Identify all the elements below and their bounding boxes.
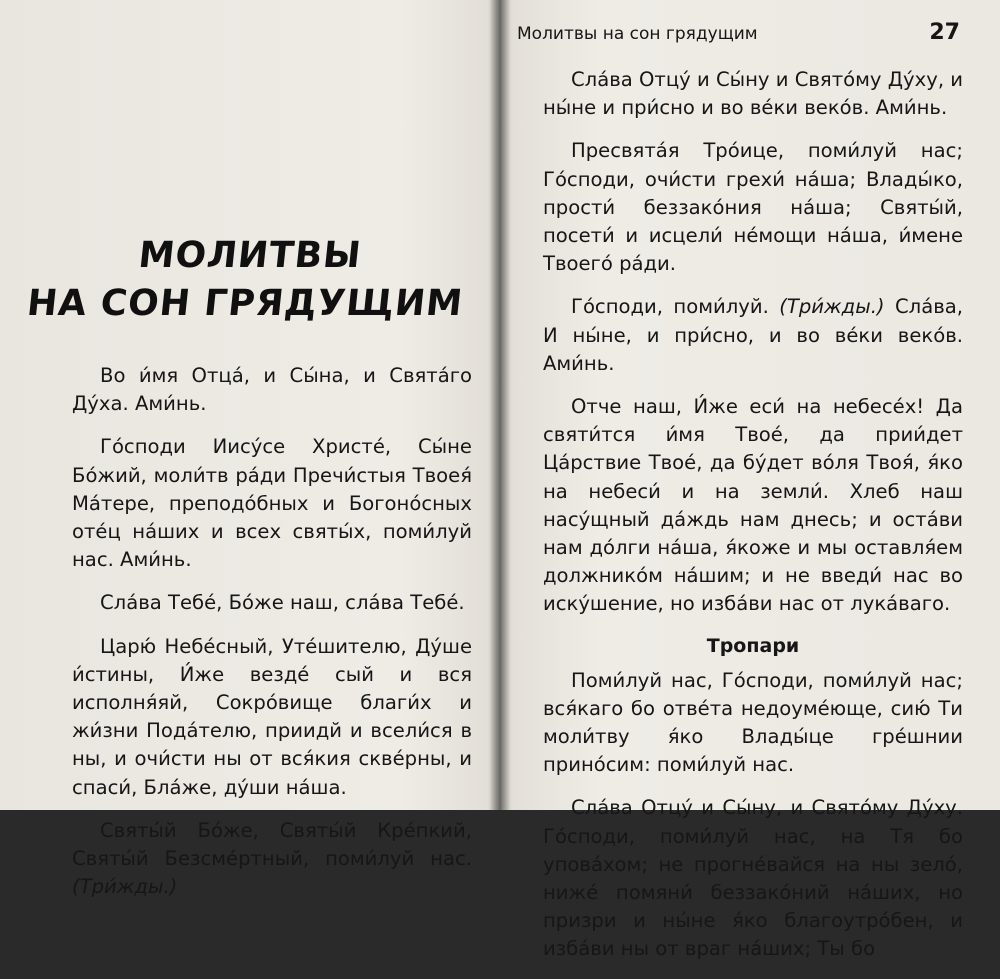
left-page-text <box>72 362 472 916</box>
prayer-paragraph: Сла́ва Отцу́ и Сы́ну и Свято́му Ду́ху, и ны́не и при́сно и во ве́ки веко́в. Ами́нь. <box>543 68 964 120</box>
running-header-title: Молитвы на сон грядущим <box>517 24 758 44</box>
prayer-text: Го́споди, поми́луй. <box>571 295 769 319</box>
show-through-text <box>60 14 480 222</box>
prayer-paragraph: Сла́ва Тебе́, Бо́же наш, сла́ва Тебе́. <box>100 591 465 615</box>
page-number: 27 <box>929 20 960 45</box>
title-line-2: НА СОН ГРЯДУЩИМ <box>25 283 466 324</box>
prayer-paragraph: Во и́мя Отца́, и Сы́на, и Свята́го Ду́ха. Ами́нь. <box>72 364 472 416</box>
prayer-paragraph: Пресвята́я Тро́ице, поми́луй нас; Го́споди, очи́сти грехи́ на́ша; Влады́ко, прости́ беззако́ния на́ша; Святы́й, посети́ и исцели́ не́мощи на́ша, и́мене Твоего́ ра́ди. <box>543 139 963 276</box>
rubric-thrice: (Три́жды.) <box>72 875 178 899</box>
prayer-text: Сла́ва, И ны́не, и при́сно, и во ве́ки веко́в. Ами́нь. <box>543 295 963 375</box>
show-through-header <box>70 14 490 34</box>
prayer-paragraph: Отче наш, И́же еси́ на небесе́х! Да святи́тся и́мя Твое́, да прии́дет Ца́рствие Твое́, да бу́дет во́ля Твоя́, я́ко на небеси́ и на земли́. Хлеб наш насу́щный да́ждь нам днесь; и оста́ви нам до́лги на́ша, я́коже и мы оставля́ем должнико́м на́шим; и не введи́ нас во иску́шение, но изба́ви нас от лука́ваго. <box>543 395 963 616</box>
section-heading: Тропари <box>706 634 800 657</box>
prayer-paragraph: Го́споди Иису́се Христе́, Сы́не Бо́жий, моли́тв ра́ди Пречи́стыя Твоея́ Ма́тере, преподо́бных и Богоно́сных оте́ц на́ших и всех святы́х, поми́луй нас. Ами́нь. <box>72 435 472 572</box>
page-title <box>0 232 500 328</box>
title-line-1: МОЛИТВЫ <box>136 235 364 276</box>
prayer-paragraph <box>72 817 472 902</box>
rubric-thrice: (Три́жды.) <box>779 295 885 319</box>
left-page <box>0 0 495 899</box>
prayer-paragraph <box>543 293 963 378</box>
right-page-text <box>543 66 963 979</box>
prayer-paragraph: Царю́ Небе́сный, Уте́шителю, Ду́ше и́стины, И́же везде́ сый и вся исполня́яй, Сокро́вище благи́х и жи́зни Пода́телю, приидй и всели́ся в ны, и очи́сти ны от вся́кия скве́рны, и спаси́, Бла́же, ду́ши на́ша. <box>72 634 472 799</box>
prayer-paragraph: Сла́ва Отцу́ и Сы́ну, и Свято́му Ду́ху. Го́споди, поми́луй нас, на Тя бо упова́хом; не прогне́вайся на ны зело́, ниже́ помяни́ беззако́ний на́ших, но призри и ны́не я́ко благоутро́бен, и изба́ви ны от враг на́ших; Ты бо <box>543 796 963 961</box>
right-page <box>505 0 1000 961</box>
prayer-paragraph: Поми́луй нас, Го́споди, поми́луй нас; вся́каго бо отве́та недоуме́юще, сию́ Ти моли́тву я́ко Влады́це гре́шнии прино́сим: поми́луй нас. <box>543 668 963 777</box>
running-header <box>505 20 960 48</box>
prayer-text: Святы́й Бо́же, Святы́й Кре́пкий, Святы́й Безсме́ртный, поми́луй нас. <box>72 818 472 871</box>
